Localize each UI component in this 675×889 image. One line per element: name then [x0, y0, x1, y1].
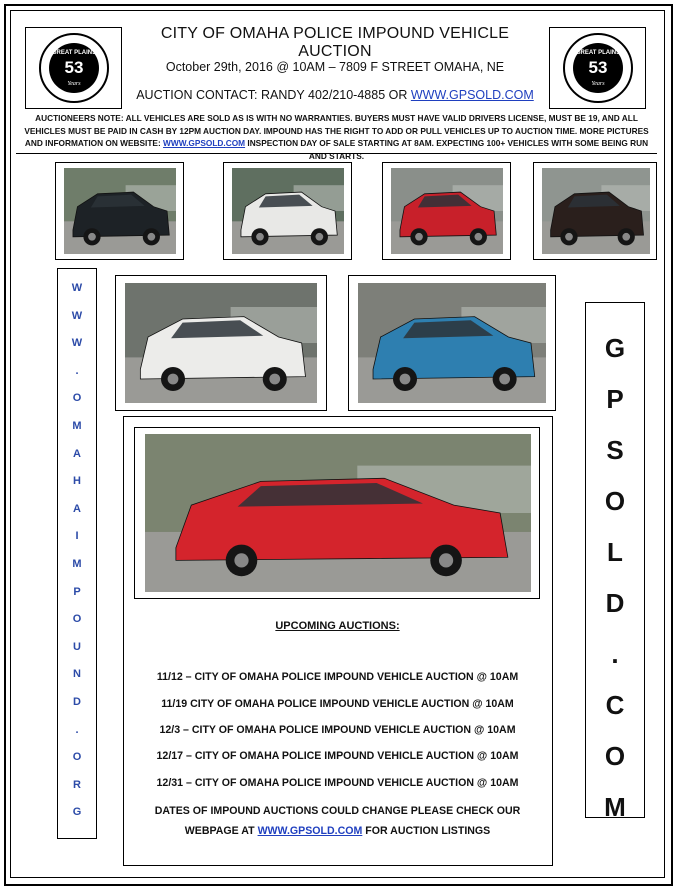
logo-brand: GREAT PLAINS: [51, 50, 96, 56]
gpsold-url-letter: G: [604, 333, 626, 363]
omahaimpound-url-letter: N: [73, 668, 81, 681]
omahaimpound-url-letter: O: [72, 392, 82, 405]
gpsold-link-footer[interactable]: WWW.GPSOLD.COM: [257, 825, 363, 837]
auction-contact-line: [125, 88, 545, 102]
red-coupe-photo: [145, 434, 531, 592]
omahaimpound-url-letter: .: [75, 364, 79, 377]
black-suv-photo: [64, 168, 176, 254]
logo-years: Years: [66, 81, 81, 87]
photo-frame-2: [223, 162, 352, 260]
logo-number: 53: [64, 58, 83, 77]
gpsold-url-letter: M: [604, 792, 626, 822]
red-compact-photo: [391, 168, 503, 254]
great-plains-logo-right: [549, 27, 646, 109]
omahaimpound-url-letter: D: [73, 695, 81, 708]
omahaimpound-vertical-url[interactable]: [57, 268, 97, 839]
upcoming-auctions-heading: UPCOMING AUCTIONS:: [275, 620, 400, 632]
great-plains-logo-left: [25, 27, 122, 109]
omahaimpound-url-letter: W: [71, 337, 83, 350]
footer-suffix: FOR AUCTION LISTINGS: [362, 825, 491, 837]
omahaimpound-url-letter: O: [72, 613, 82, 626]
upcoming-auctions-panel: [123, 416, 553, 866]
gpsold-url-letter: D: [605, 588, 625, 618]
logo-badge-icon: [32, 31, 116, 105]
upcoming-auction-item: 12/3 – CITY OF OMAHA POLICE IMPOUND VEHICLE AUCTION @ 10AM: [159, 724, 516, 736]
logo-brand: GREAT PLAINS: [575, 50, 620, 56]
upcoming-auction-item: 12/31 – CITY OF OMAHA POLICE IMPOUND VEHICLE AUCTION @ 10AM: [156, 777, 519, 789]
dark-sedan-photo: [542, 168, 650, 254]
omahaimpound-url-letter: R: [73, 778, 81, 791]
blue-minivan-photo: [358, 283, 546, 403]
gpsold-url-letter: L: [607, 537, 623, 567]
gpsold-url-letter: O: [604, 486, 626, 516]
photo-frame-4: [533, 162, 657, 260]
note-text-2: INSPECTION DAY OF SALE STARTING AT 8AM. EXPECTING 100+ VEHICLES WITH SOME BEING RUN AND STARTS.: [245, 138, 649, 161]
gpsold-link-header[interactable]: WWW.GPSOLD.COM: [410, 88, 534, 102]
upcoming-auction-item: 11/19 CITY OF OMAHA POLICE IMPOUND VEHICLE AUCTION @ 10AM: [161, 698, 514, 710]
header-divider: [16, 153, 657, 154]
gpsold-url-letter: S: [606, 435, 624, 465]
upcoming-auction-item: 12/17 – CITY OF OMAHA POLICE IMPOUND VEHICLE AUCTION @ 10AM: [156, 750, 519, 762]
photo-frame-6: [348, 275, 556, 411]
footer-line-2: [125, 821, 550, 841]
gpsold-url-letter: .: [611, 639, 619, 669]
logo-number: 53: [588, 58, 607, 77]
omahaimpound-url-letter: P: [73, 585, 81, 598]
auction-date-line: October 29th, 2016 @ 10AM – 7809 F STREET OMAHA, NE: [165, 60, 505, 74]
auctioneers-note: [16, 112, 657, 162]
omahaimpound-url-letter: O: [72, 751, 82, 764]
gpsold-url-letter: P: [606, 384, 624, 414]
omahaimpound-url-letter: W: [71, 282, 83, 294]
note-text-1: AUCTIONEERS NOTE: ALL VEHICLES ARE SOLD AS IS WITH NO WARRANTIES. BUYERS MUST HAVE VALID DRIVERS LICENSE, MUST BE 19, AND ALL VEHICLES MUST BE PAID IN CASH BY 12PM AUCTION DAY. IMPOUND HAS THE RIGHT TO ADD OR PULL VEHICLES UP TO AUCTION TIME. MORE PICTURES AND INFORMATION ON WEBSITE:: [24, 113, 649, 149]
auction-title: CITY OF OMAHA POLICE IMPOUND VEHICLE AUCTION: [160, 25, 510, 60]
omahaimpound-url-letter: A: [73, 447, 81, 460]
footer-line-1: DATES OF IMPOUND AUCTIONS COULD CHANGE PLEASE CHECK OUR: [154, 805, 521, 817]
upcoming-auction-item: 11/12 – CITY OF OMAHA POLICE IMPOUND VEHICLE AUCTION @ 10AM: [156, 671, 519, 683]
omahaimpound-url-letter: I: [75, 530, 79, 543]
omahaimpound-url-letter: W: [71, 309, 83, 322]
omahaimpound-url-letter: M: [72, 557, 82, 570]
omahaimpound-url-letter: H: [73, 475, 81, 488]
gpsold-url-letter: C: [605, 690, 625, 720]
footer-prefix: WEBPAGE AT: [184, 825, 258, 837]
omahaimpound-url-letter: .: [75, 723, 79, 736]
logo-years: Years: [590, 81, 605, 87]
contact-text: AUCTION CONTACT: RANDY 402/210-4885 OR: [136, 88, 411, 102]
photo-frame-1: [55, 162, 184, 260]
omahaimpound-url-letter: G: [72, 806, 82, 819]
omahaimpound-url-letter: A: [73, 502, 81, 515]
gpsold-link-note[interactable]: WWW.GPSOLD.COM: [163, 138, 246, 149]
white-sedan-photo: [232, 168, 344, 254]
photo-frame-5: [115, 275, 327, 411]
omahaimpound-url-letter: M: [72, 419, 82, 432]
logo-badge-icon: [556, 31, 640, 105]
gpsold-vertical-url[interactable]: [585, 302, 645, 822]
upcoming-auctions-footer: [125, 801, 550, 841]
photo-frame-3: [382, 162, 511, 260]
gpsold-url-letter: O: [604, 741, 626, 771]
omahaimpound-url-letter: U: [73, 640, 81, 653]
photo-frame-7: [134, 427, 540, 599]
white-coupe-photo: [125, 283, 317, 403]
